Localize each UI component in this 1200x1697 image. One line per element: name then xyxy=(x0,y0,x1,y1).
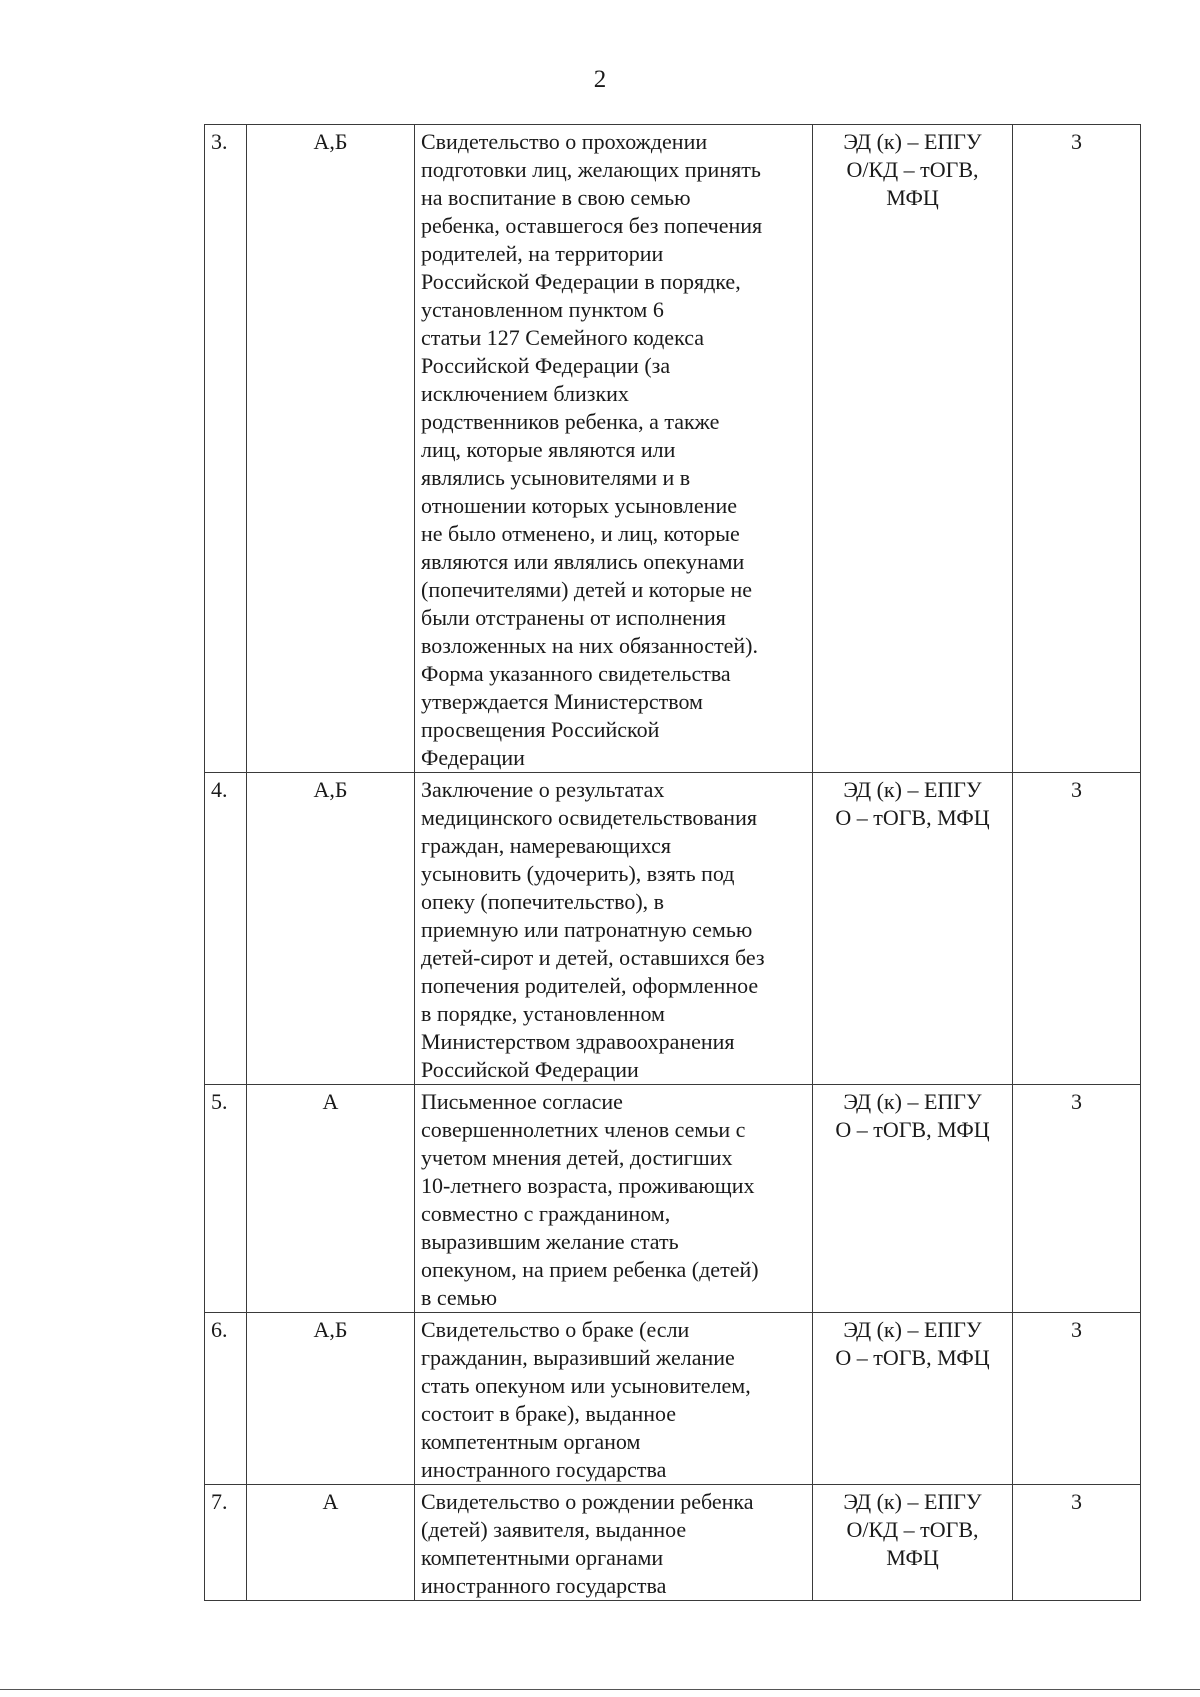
document-description-line: гражданин, выразивший желание xyxy=(421,1345,735,1370)
document-description-line: компетентным органом xyxy=(421,1429,641,1454)
document-description-line: в порядке, установленном xyxy=(421,1001,665,1026)
submission-method-cell xyxy=(813,1485,1013,1601)
document-description-cell xyxy=(415,1485,813,1601)
document-description-line: возложенных на них обязанностей). xyxy=(421,633,759,658)
document-description-line: являлись усыновителями и в xyxy=(421,465,691,490)
category-cell: А,Б xyxy=(247,125,415,773)
document-description-line: опеку (попечительство), в xyxy=(421,889,665,914)
document-description-line: Российской Федерации (за xyxy=(421,353,671,378)
document-description-line: были отстранены от исполнения xyxy=(421,605,726,630)
document-description-line: просвещения Российской xyxy=(421,717,660,742)
document-description-line: отношении которых усыновление xyxy=(421,493,737,518)
document-description-line: не было отменено, и лиц, которые xyxy=(421,521,740,546)
document-description-cell xyxy=(415,125,813,773)
document-description-line: Письменное согласие xyxy=(421,1089,623,1114)
documents-table xyxy=(204,124,1141,1601)
document-description-line: иностранного государства xyxy=(421,1457,667,1482)
document-description-line: медицинского освидетельствования xyxy=(421,805,757,830)
category-cell: А xyxy=(247,1085,415,1313)
document-description-line: стать опекуном или усыновителем, xyxy=(421,1373,751,1398)
table-row xyxy=(205,1085,1141,1313)
row-number-cell: 3. xyxy=(205,125,247,773)
submission-method-cell xyxy=(813,1313,1013,1485)
document-description-line: совершеннолетних членов семьи с xyxy=(421,1117,746,1142)
table-row xyxy=(205,773,1141,1085)
submission-method-line: ЭД (к) – ЕПГУ xyxy=(843,1089,982,1114)
document-description-line: статьи 127 Семейного кодекса xyxy=(421,325,705,350)
document-description-line: попечения родителей, оформленное xyxy=(421,973,759,998)
code-cell: 3 xyxy=(1013,1313,1141,1485)
table-row xyxy=(205,125,1141,773)
document-description-cell xyxy=(415,1085,813,1313)
document-description-line: Свидетельство о браке (если xyxy=(421,1317,690,1342)
table-row xyxy=(205,1313,1141,1485)
document-description-line: выразившим желание стать xyxy=(421,1229,679,1254)
submission-method-line: ЭД (к) – ЕПГУ xyxy=(843,129,982,154)
document-description-line: Свидетельство о рождении ребенка xyxy=(421,1489,754,1514)
row-number-cell: 5. xyxy=(205,1085,247,1313)
document-description-line: лиц, которые являются или xyxy=(421,437,676,462)
document-description-line: (попечителями) детей и которые не xyxy=(421,577,752,602)
row-number-cell: 6. xyxy=(205,1313,247,1485)
document-description-line: в семью xyxy=(421,1285,498,1310)
document-description-line: опекуном, на прием ребенка (детей) xyxy=(421,1257,759,1282)
document-description-line: усыновить (удочерить), взять под xyxy=(421,861,735,886)
row-number-cell: 4. xyxy=(205,773,247,1085)
document-description-line: на воспитание в свою семью xyxy=(421,185,691,210)
document-description-line: утверждается Министерством xyxy=(421,689,703,714)
document-description-line: компетентными органами xyxy=(421,1545,664,1570)
code-cell: 3 xyxy=(1013,1085,1141,1313)
row-number-cell: 7. xyxy=(205,1485,247,1601)
document-description-line: приемную или патронатную семью xyxy=(421,917,753,942)
document-description-line: учетом мнения детей, достигших xyxy=(421,1145,733,1170)
submission-method-cell xyxy=(813,773,1013,1085)
document-description-cell xyxy=(415,1313,813,1485)
submission-method-line: ЭД (к) – ЕПГУ xyxy=(843,1317,982,1342)
document-description-line: состоит в браке), выданное xyxy=(421,1401,677,1426)
bottom-rule xyxy=(0,1689,1200,1690)
document-description-line: Российской Федерации xyxy=(421,1057,639,1082)
document-description-line: Министерством здравоохранения xyxy=(421,1029,735,1054)
document-description-line: граждан, намеревающихся xyxy=(421,833,671,858)
documents-table-body xyxy=(205,125,1141,1601)
document-description-cell xyxy=(415,773,813,1085)
document-description-line: ребенка, оставшегося без попечения xyxy=(421,213,763,238)
page-number: 2 xyxy=(593,66,607,93)
document-description-line: детей-сирот и детей, оставшихся без xyxy=(421,945,765,970)
submission-method-line: О – тОГВ, МФЦ xyxy=(835,805,990,830)
category-cell: А xyxy=(247,1485,415,1601)
document-description-line: иностранного государства xyxy=(421,1573,667,1598)
table-row xyxy=(205,1485,1141,1601)
submission-method-line: МФЦ xyxy=(886,1545,939,1570)
document-description-line: совместно с гражданином, xyxy=(421,1201,671,1226)
document-description-line: родителей, на территории xyxy=(421,241,664,266)
document-description-line: (детей) заявителя, выданное xyxy=(421,1517,687,1542)
document-description-line: установленном пунктом 6 xyxy=(421,297,664,322)
submission-method-cell xyxy=(813,125,1013,773)
category-cell: А,Б xyxy=(247,1313,415,1485)
submission-method-line: МФЦ xyxy=(886,185,939,210)
submission-method-line: ЭД (к) – ЕПГУ xyxy=(843,777,982,802)
document-description-line: исключением близких xyxy=(421,381,629,406)
document-description-line: подготовки лиц, желающих принять xyxy=(421,157,761,182)
document-description-line: родственников ребенка, а также xyxy=(421,409,720,434)
submission-method-line: О/КД – тОГВ, xyxy=(846,157,979,182)
document-description-line: 10-летнего возраста, проживающих xyxy=(421,1173,755,1198)
document-description-line: Федерации xyxy=(421,745,525,770)
code-cell: 3 xyxy=(1013,773,1141,1085)
document-description-line: Форма указанного свидетельства xyxy=(421,661,731,686)
document-description-line: Свидетельство о прохождении xyxy=(421,129,708,154)
code-cell: 3 xyxy=(1013,1485,1141,1601)
submission-method-line: О/КД – тОГВ, xyxy=(846,1517,979,1542)
submission-method-line: О – тОГВ, МФЦ xyxy=(835,1345,990,1370)
submission-method-cell xyxy=(813,1085,1013,1313)
document-description-line: Российской Федерации в порядке, xyxy=(421,269,741,294)
code-cell: 3 xyxy=(1013,125,1141,773)
document-description-line: Заключение о результатах xyxy=(421,777,665,802)
submission-method-line: О – тОГВ, МФЦ xyxy=(835,1117,990,1142)
document-description-line: являются или являлись опекунами xyxy=(421,549,745,574)
category-cell: А,Б xyxy=(247,773,415,1085)
submission-method-line: ЭД (к) – ЕПГУ xyxy=(843,1489,982,1514)
